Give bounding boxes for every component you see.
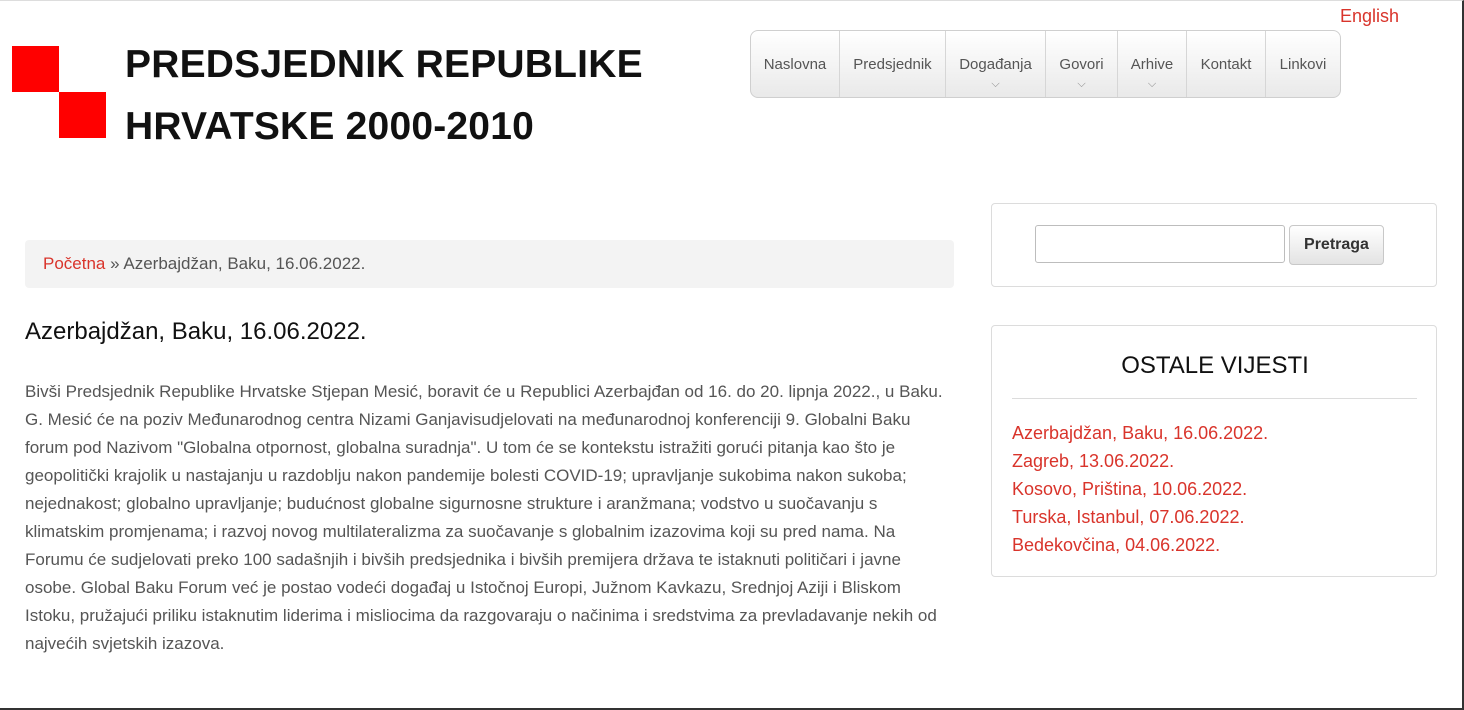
news-item-link[interactable]: Bedekovčina, 04.06.2022. <box>1012 535 1221 555</box>
news-item-link[interactable]: Azerbajdžan, Baku, 16.06.2022. <box>1012 423 1269 443</box>
nav-item-kontakt[interactable] <box>1187 31 1266 97</box>
news-item-link[interactable]: Turska, Istanbul, 07.06.2022. <box>1012 507 1245 527</box>
news-item-link[interactable]: Kosovo, Priština, 10.06.2022. <box>1012 479 1248 499</box>
site-logo[interactable] <box>12 46 106 138</box>
chevron-down-icon: ⌵ <box>1077 78 1086 90</box>
main-navigation <box>750 30 1341 98</box>
nav-item-dogadanja[interactable] <box>946 31 1046 97</box>
nav-item-label: Kontakt <box>1200 55 1252 73</box>
nav-item-linkovi[interactable] <box>1266 31 1340 97</box>
breadcrumb <box>25 240 954 288</box>
divider <box>1012 398 1417 399</box>
chevron-down-icon: ⌵ <box>991 78 1000 90</box>
breadcrumb-home-link[interactable]: Početna <box>43 254 106 273</box>
nav-item-label: Linkovi <box>1279 55 1327 73</box>
breadcrumb-separator: » <box>110 254 120 273</box>
nav-item-label: Naslovna <box>763 55 827 73</box>
breadcrumb-current: Azerbajdžan, Baku, 16.06.2022. <box>123 254 366 273</box>
nav-item-govori[interactable] <box>1046 31 1118 97</box>
other-news-title: OSTALE VIJESTI <box>1121 352 1309 379</box>
nav-item-naslovna[interactable] <box>751 31 840 97</box>
article-body: Bivši Predsjednik Republike Hrvatske Stjepan Mesić, boravit će u Republici Azerbajđan od 16. do 20. lipnja 2022., u Baku. G. Mesić će na poziv Međunarodnog centra Nizami Ganjavisudjelovati na međunarodnoj konferenciji 9. Globalni Baku forum pod Nazivom "Globalna otpornost, globalna suradnja". U tom će se kontekstu istražiti gorući pitanja kao što je geopolitički krajolik u nastajanju u razdoblju nakon pandemije bolesti COVID-19; upravljanje sukobima nakon sukoba; nejednakost; globalno upravljanje; budućnost globalne sigurnosne strukture i aranžmana; vodstvo u suočavanju s klimatskim promjenama; i razvoj novog multilateralizma za suočavanje s globalnim izazovima koji su pred nama. Na Forumu će sudjelovati preko 100 sadašnjih i bivših predsjednika i bivših premijera država te istaknuti političari i javne osobe. Global Baku Forum već je postao vodeći događaj u Istočnoj Europi, Južnom Kavkazu, Srednjoj Aziji i Bliskom Istoku, pružajući priliku istaknutim liderima i misliocima da razgovaraju o načinima i sredstvima za prevladavanje nekih od najvećih svjetskih izazova. <box>25 382 943 653</box>
nav-item-label: Događanja <box>959 55 1032 73</box>
site-title-line2: HRVATSKE 2000-2010 <box>125 105 534 148</box>
nav-item-arhive[interactable] <box>1118 31 1187 97</box>
other-news-widget <box>991 325 1437 577</box>
article-title: Azerbajdžan, Baku, 16.06.2022. <box>25 318 367 345</box>
chevron-down-icon: ⌵ <box>1147 78 1157 90</box>
search-widget <box>991 203 1437 287</box>
site-title-line1: PREDSJEDNIK REPUBLIKE <box>125 43 643 86</box>
logo-square-top <box>12 46 59 92</box>
search-button[interactable]: Pretraga <box>1289 225 1384 265</box>
site-title[interactable] <box>125 34 643 158</box>
nav-item-predsjednik[interactable] <box>840 31 946 97</box>
search-input[interactable] <box>1035 225 1285 263</box>
logo-square-bottom <box>59 92 106 138</box>
news-item-link[interactable]: Zagreb, 13.06.2022. <box>1012 451 1175 471</box>
language-link-english[interactable]: English <box>1340 6 1400 26</box>
nav-item-label: Arhive <box>1130 55 1174 73</box>
nav-item-label: Predsjednik <box>853 55 932 73</box>
nav-item-label: Govori <box>1059 55 1104 73</box>
news-list <box>1012 419 1268 559</box>
